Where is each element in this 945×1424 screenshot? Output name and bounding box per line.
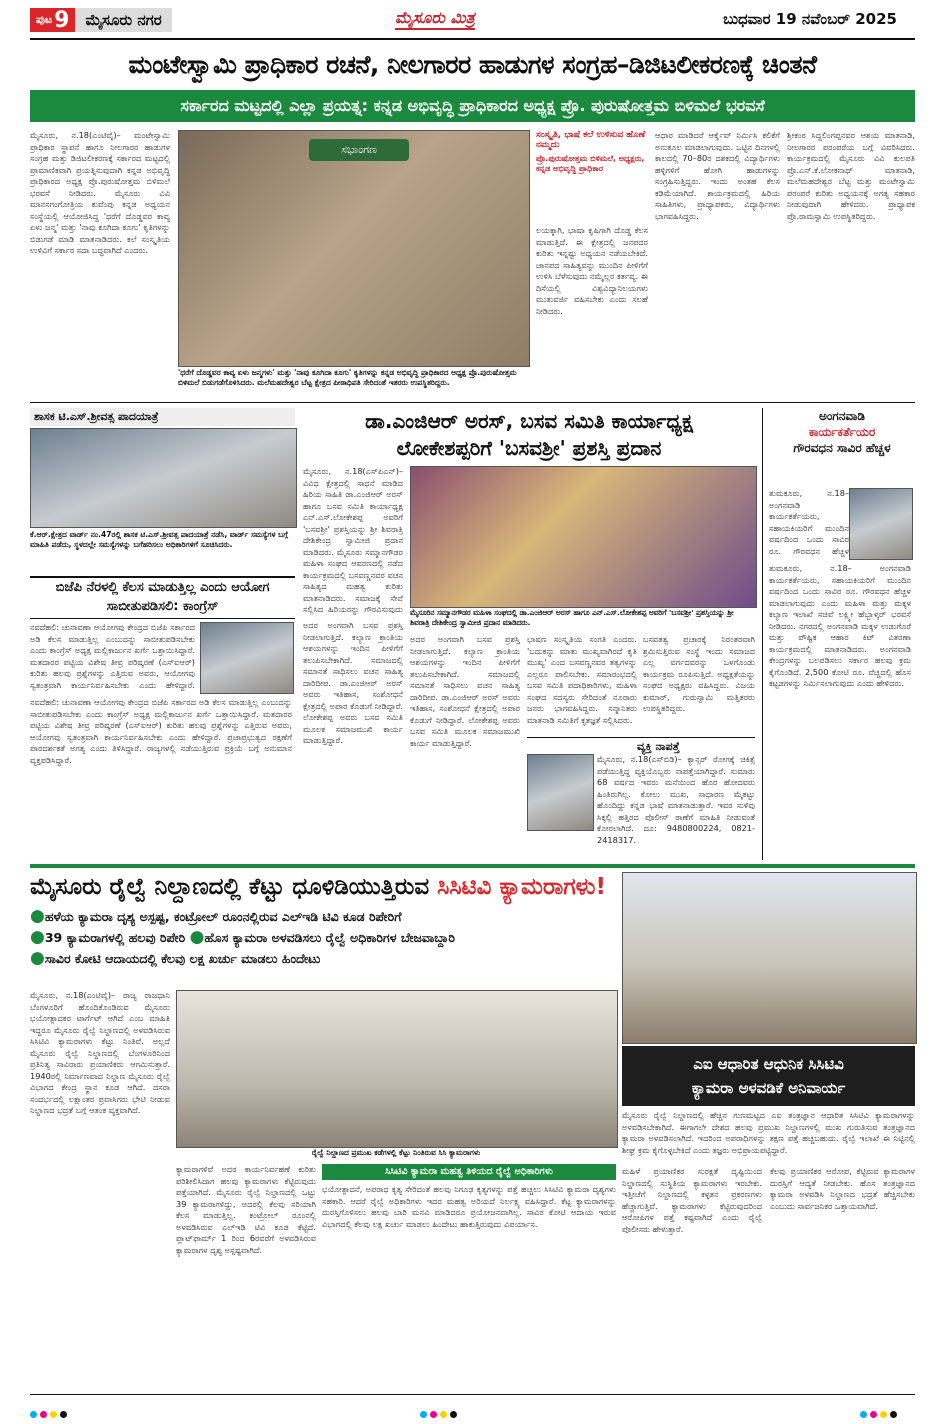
- lead-photo: [178, 130, 530, 367]
- lead-column-4: ಆಧಾರ ಮಾಡಿದರೆ ಆರ್ಕೈವ್ ನಿರ್ಮಿಸಿ ಕಲಿಕೆಗೆ ಅನುಕೂಲ ಮಾಡಲಾಗುವುದು. ಒಟ್ಟಿನ ದಿನಗಳಲ್ಲಿ ಕಾಲದಲ್ಲಿ 70–80ರ ದಶಕದಲ್ಲಿ ವಿದ್ಯಾರ್ಥಿಗಳು ಹಳ್ಳಿಗಳಿಗೆ ಹೋಗಿ ಹಾಡುಗಳನ್ನು ಸಂಗ್ರಹಿಸುತ್ತಿದ್ದರು. ಇಂದು ಅಂತಹ ಕೆಲಸ ಕಡಿಮೆಯಾಗಿದೆ. ಕಾರ್ಯಕ್ರಮದಲ್ಲಿ ಹಿರಿಯ ಸಾಹಿತಿಗಳು, ಪ್ರಾಧ್ಯಾಪಕರು, ವಿದ್ಯಾರ್ಥಿಗಳು ಭಾಗವಹಿಸಿದ್ದರು.: [655, 130, 780, 221]
- missing-box: [527, 737, 755, 861]
- ai-box-title-1: ಎಐ ಆಧಾರಿತ ಆಧುನಿಕ ಸಿಸಿಟಿವಿ: [693, 1055, 844, 1073]
- lead-quote: ಸಂಸ್ಕೃತಿ, ಭಾಷೆ ಕಲೆ ಉಳಿಸುವ ಹೊಣೆ ನಮ್ಮದು: [536, 130, 646, 150]
- railway-station-photo: [622, 872, 917, 1044]
- page-number: 9: [54, 7, 70, 33]
- kharge-photo: [200, 622, 294, 694]
- footer-rule: [30, 1394, 915, 1395]
- missing-person-photo: [527, 754, 594, 831]
- basava-headline: [303, 408, 755, 462]
- railway-bullet-4: ●ಸಾವಿರ ಕೋಟಿ ಆದಾಯದಲ್ಲಿ ಕೆಲವು ಲಕ್ಷ ಖರ್ಚು ಮಾಡಲು ಹಿಂದೇಟು: [30, 948, 321, 968]
- lead-subhead: ಸರ್ಕಾರದ ಮಟ್ಟದಲ್ಲಿ ಎಲ್ಲಾ ಪ್ರಯತ್ನ: ಕನ್ನಡ ಅಭಿವೃದ್ಧಿ ಪ್ರಾಧಿಕಾರದ ಅಧ್ಯಕ್ಷ ಪ್ರೊ. ಪುರುಷೋತ್ತಮ ಬಿಳಿಮಲೆ ಭರವಸೆ: [30, 90, 915, 122]
- basava-headline-line1: ಡಾ.ಎಂಜಿಆರ್ ಅರಸ್, ಬಸವ ಸಮಿತಿ ಕಾರ್ಯಾಧ್ಯಕ್ಷ: [365, 409, 693, 433]
- bjp-body: ನವದೆಹಲಿ: ಚುನಾವಣಾ ಆಯೋಗವು ಕೇಂದ್ರದ ಬಿಜೆಪಿ ಸರ್ಕಾರದ ಅಡಿ ಕೆಲಸ ಮಾಡುತ್ತಿಲ್ಲ ಎಂಬುದನ್ನು ಸಾಬೀತುಪಡಿಸಬೇಕು ಎಂದು ಕಾಂಗ್ರೆಸ್ ಅಧ್ಯಕ್ಷ ಮಲ್ಲಿಕಾರ್ಜುನ ಖರ್ಗೆ ಒತ್ತಾಯಿಸಿದ್ದಾರೆ. ಮತದಾರರ ಪಟ್ಟಿಯ ವಿಶೇಷ ತೀವ್ರ ಪರಿಷ್ಕರಣೆ (ಎಸ್‌ಐಆರ್) ಕುರಿತು ಹಲವು ಪ್ರಶ್ನೆಗಳನ್ನು ಎತ್ತಿರುವ ಅವರು, ಆಯೋಗವು ಸ್ವತಂತ್ರವಾಗಿ ಕಾರ್ಯನಿರ್ವಹಿಸಬೇಕು ಎಂದು ಹೇಳಿದ್ದಾರೆ. ಪ್ರಜಾಪ್ರಭುತ್ವದ ರಕ್ಷಣೆಗೆ ಪಾರದರ್ಶಕತೆ ಅಗತ್ಯ ಎಂದು ತಿಳಿಸಿದ್ದಾರೆ. ರಾಜ್ಯಗಳಲ್ಲಿ ನಡೆಯುತ್ತಿರುವ ಪ್ರಕ್ರಿಯೆ ಬಗ್ಗೆ ಅನುಮಾನ ವ್ಯಕ್ತಪಡಿಸಿದ್ದಾರೆ.: [30, 697, 292, 765]
- basava-column-1b: ಅದರ ಅಂಗವಾಗಿ ಬಸವ ಪ್ರಶಸ್ತಿ ನೀಡಲಾಗುತ್ತಿದೆ. ಕಲ್ಯಾಣ ಕ್ರಾಂತಿಯ ಆಶಯಗಳನ್ನು ಇಂದಿನ ಪೀಳಿಗೆಗೆ ತಲುಪಿಸಬೇಕಾಗಿದೆ. ಸಮಾಜದಲ್ಲಿ ಸಮಾನತೆ ಸಾಧಿಸಲು ವಚನ ಸಾಹಿತ್ಯ ದಾರಿದೀಪ. ಡಾ.ಎಂಜಿಆರ್ ಅರಸ್ ಅವರು ಇತಿಹಾಸ, ಸಂಶೋಧನೆ ಕ್ಷೇತ್ರದಲ್ಲಿ ಅಪಾರ ಕೊಡುಗೆ ನೀಡಿದ್ದಾರೆ. ಲೋಕೇಶಪ್ಪ ಅವರು ಬಸವ ಸಮಿತಿ ಮೂಲಕ ಸಮಾಜಮುಖಿ ಕಾರ್ಯ ಮಾಡುತ್ತಿದ್ದಾರೆ.: [303, 620, 403, 745]
- basava-column-3: ಭಾಷಣ ಸಂಸ್ಕೃತಿಯ ಸಂಗತಿ ಎಂದರು. 'ಬದುಕನ್ನು ಮಾತು ಮುಖ್ಯವಾಗಿರದೆ ಕೃತಿ ಮುಖ್ಯ' ಎಂದ ಬಸವಣ್ಣನವರ ತತ್ವಗಳನ್ನು ಎಲ್ಲರೂ ಪಾಲಿಸಬೇಕು. ಸಮಾರಂಭದಲ್ಲಿ ಬಸವ ಸಮಿತಿ ಪದಾಧಿಕಾರಿಗಳು, ಮಹಿಳಾ ಸಂಘದ ಸದಸ್ಯರು ಸೇರಿದಂತೆ ನೂರಾರು ಜನರು ಭಾಗವಹಿಸಿದ್ದರು. ಸನ್ಮಾನಿತರು ಮಾತನಾಡಿ ಸಮಿತಿಗೆ ಕೃತಜ್ಞತೆ ಸಲ್ಲಿಸಿದರು.: [527, 634, 637, 725]
- lead-headline: ಮಂಟೇಸ್ವಾಮಿ ಪ್ರಾಧಿಕಾರ ರಚನೆ, ನೀಲಗಾರರ ಹಾಡುಗಳ ಸಂಗ್ರಹ–ಡಿಜಿಟಲೀಕರಣಕ್ಕೆ ಚಿಂತನೆ: [128, 50, 817, 79]
- section-name: ಮೈಸೂರು ನಗರ: [75, 8, 171, 32]
- anganwadi-title-1: ಅಂಗನವಾಡಿ: [819, 409, 865, 423]
- lead-column-1: ಮೈಸೂರು, ನ.18(ಎಂಟಿವೈ)– ಮಂಟೇಸ್ವಾಮಿ ಪ್ರಾಧಿಕಾರ ಸ್ಥಾಪನೆ ಹಾಗೂ ನೀಲಗಾರರ ಹಾಡುಗಳ ಸಂಗ್ರಹ ಮತ್ತು ಡಿಜಿಟಲೀಕರಣಕ್ಕೆ ಸರ್ಕಾರದ ಮಟ್ಟದಲ್ಲಿ ಪ್ರಾಮಾಣಿಕವಾಗಿ ಪ್ರಯತ್ನಿಸುವುದಾಗಿ ಕನ್ನಡ ಅಭಿವೃದ್ಧಿ ಪ್ರಾಧಿಕಾರದ ಅಧ್ಯಕ್ಷ ಪ್ರೊ.ಪುರುಷೋತ್ತಮ ಬಿಳಿಮಲೆ ಭರವಸೆ ನೀಡಿದರು. ಮೈಸೂರು ವಿವಿ ಮಾನಸಗಂಗೋತ್ರಿಯ ಕುವೆಂಪು ಕನ್ನಡ ಅಧ್ಯಯನ ಸಂಸ್ಥೆಯಲ್ಲಿ ಆಯೋಜಿಸಿದ್ದ 'ಧರೆಗೆ ದೊಡ್ಡವರ ಕಾವ್ಯ ಏಳು ಜನ್ಮ' ಮತ್ತು 'ನಾವು ಕೂಗಿದಾ ಕೂಗು' ಕೃತಿಗಳನ್ನು ಬಿಡುಗಡೆ ಮಾಡಿ ಮಾತನಾಡಿದರು. ಕಲೆ ಸಂಸ್ಕೃತಿಯ ಉಳಿವಿಗೆ ಸರ್ಕಾರ ಸದಾ ಬದ್ಧವಾಗಿದೆ ಎಂದರು.: [30, 130, 170, 255]
- railway-bullet-1: ●ಹಳೆಯ ಕ್ಯಾಮರಾ ದೃಶ್ಯ ಅಸ್ಪಷ್ಟ, ಕಂಟ್ರೋಲ್ ರೂಂನಲ್ಲಿರುವ ಎಲ್‌ಇಡಿ ಟಿವಿ ಕೂಡ ರಿಪೇರಿಗೆ: [30, 906, 402, 926]
- lead-column-3: ಲಯಕ್ಕಾಗಿ, ಭಾಷಾ ಕೃಷಿಗಾಗಿ ದೊಡ್ಡ ಕೆಲಸ ಮಾಡುತ್ತಿದೆ. ಈ ಕ್ಷೇತ್ರದಲ್ಲಿ ಜನಪದರ ಕುರಿತು ಇನ್ನಷ್ಟು ಅಧ್ಯಯನ ನಡೆಯಬೇಕಿದೆ. ಜಾನಪದ ಸಾಹಿತ್ಯವನ್ನು ಮುಂದಿನ ಪೀಳಿಗೆಗೆ ಉಳಿಸಿ ಬೆಳೆಸುವುದು ನಮ್ಮೆಲ್ಲರ ಕರ್ತವ್ಯ. ಈ ದಿಸೆಯಲ್ಲಿ ವಿಶ್ವವಿದ್ಯಾನಿಲಯಗಳು ಮುತುವರ್ಜಿ ವಹಿಸಬೇಕು ಎಂದು ಸಲಹೆ ನೀಡಿದರು.: [536, 225, 648, 316]
- anganwadi-title-3: ಗೌರವಧನ ಸಾವಿರ ಹೆಚ್ಚಳ: [793, 441, 891, 455]
- minister-photo: [849, 488, 913, 560]
- basava-headline-line2: ಲೋಕೇಶಪ್ಪರಿಗೆ 'ಬಸವಶ್ರೀ' ಪ್ರಶಸ್ತಿ ಪ್ರದಾನ: [396, 436, 662, 460]
- padayatre-title: ಶಾಸಕ ಟಿ.ಎಸ್.ಶ್ರೀವತ್ಸ ಪಾದಯಾತ್ರೆ: [30, 408, 295, 426]
- anganwadi-body-top: ತುಮಕೂರು, ನ.18– ಅಂಗನವಾಡಿ ಕಾರ್ಯಕರ್ತೆಯರು, ಸಹಾಯಕಿಯರಿಗೆ ಮುಂದಿನ ವರ್ಷದಿಂದ ಒಂದು ಸಾವಿರ ರೂ. ಗೌರವಧನ ಹೆಚ್ಚಳ: [769, 488, 849, 556]
- railway-headline-black: ಮೈಸೂರು ರೈಲ್ವೆ ನಿಲ್ದಾಣದಲ್ಲಿ ಕೆಟ್ಟು ಧೂಳಿಡಿಯುತ್ತಿರುವ: [30, 874, 430, 900]
- railway-column-5: ಕೆಲವು ಪ್ರಯಾಣಿಕರ ಆರೋಪ, ಕೆಟ್ಟಿರುವ ಕ್ಯಾಮರಾಗಳ ದುರಸ್ತಿಗೆ ಆದ್ಯತೆ ನೀಡಬೇಕು. ಹೊಸ ತಂತ್ರಜ್ಞಾನದ ಕ್ಯಾಮರಾ ಅಳವಡಿಸಿ ನಿಲ್ದಾಣದ ಭದ್ರತೆ ಹೆಚ್ಚಿಸಬೇಕು ಎಂಬುದು ಸಾರ್ವಜನಿಕರ ಒತ್ತಾಯವಾಗಿದೆ.: [770, 1166, 915, 1211]
- print-registration-marks-center: [420, 1403, 460, 1422]
- railway-column-3: ಭಯೋತ್ಪಾದನೆ, ಅಪರಾಧ ಕೃತ್ಯ ಸೇರಿದಂತೆ ಹಲವು ನಿಗೂಢ ಕೃತ್ಯಗಳನ್ನು ಪತ್ತೆ ಹಚ್ಚಲು ಸಿಸಿಟಿವಿ ಕ್ಯಾಮರಾ ದೃಶ್ಯಗಳು ಸಹಕಾರಿ. ಆದರೆ ರೈಲ್ವೆ ಅಧಿಕಾರಿಗಳು ಇದರ ಮಹತ್ವ ಅರಿಯದೆ ನಿರ್ಲಕ್ಷ್ಯ ವಹಿಸಿದ್ದಾರೆ. ಕೆಟ್ಟ ಕ್ಯಾಮರಾಗಳನ್ನು ದುರಸ್ತಿಗೊಳಿಸಲು ಹಲವು ಬಾರಿ ಮನವಿ ಮಾಡಿದರೂ ಪ್ರಯೋಜನವಾಗಿಲ್ಲ. ಸಾವಿರ ಕೋಟಿ ಆದಾಯ ಇರುವ ವಿಭಾಗದಲ್ಲಿ ಕೆಲವು ಲಕ್ಷ ಖರ್ಚು ಮಾಡಲು ಹಿಂದೇಟು ಹಾಕುತ್ತಿರುವುದು ವಿಪರ್ಯಾಸ.: [322, 1184, 616, 1229]
- lead-quote-name: ಪ್ರೊ.ಪುರುಷೋತ್ತಮ ಬಿಳಿಮಲೆ, ಅಧ್ಯಕ್ಷರು, ಕನ್ನಡ ಅಭಿವೃದ್ಧಿ ಪ್ರಾಧಿಕಾರ: [536, 154, 645, 173]
- page-prefix: ಪುಟ: [36, 13, 53, 26]
- page-number-block: [30, 8, 172, 32]
- ai-box-title: [622, 1046, 915, 1106]
- print-registration-marks: [30, 1403, 70, 1422]
- issue-date: ಬುಧವಾರ 19 ನವೆಂಬರ್ 2025: [723, 10, 897, 28]
- anganwadi-body: ತುಮಕೂರು, ನ.18– ಅಂಗನವಾಡಿ ಕಾರ್ಯಕರ್ತೆಯರು, ಸಹಾಯಕಿಯರಿಗೆ ಮುಂದಿನ ವರ್ಷದಿಂದ ಒಂದು ಸಾವಿರ ರೂ. ಗೌರವಧನ ಹೆಚ್ಚಳ ಮಾಡಲಾಗುವುದು ಎಂದು ಮಹಿಳಾ ಮತ್ತು ಮಕ್ಕಳ ಕಲ್ಯಾಣ ಇಲಾಖೆ ಸಚಿವೆ ಲಕ್ಷ್ಮೀ ಹೆಬ್ಬಾಳ್ಕರ್ ಭರವಸೆ ನೀಡಿದರು. ನಗರದಲ್ಲಿ ಅಂಗನವಾಡಿ ಮಕ್ಕಳ ಉಡುಗೊರೆ ಮತ್ತು ಪೌಷ್ಟಿಕ ಆಹಾರ ಕಿಟ್ ವಿತರಣಾ ಕಾರ್ಯಕ್ರಮದಲ್ಲಿ ಮಾತನಾಡಿದರು. ಅಂಗನವಾಡಿ ಕೇಂದ್ರಗಳನ್ನು ಬಲಪಡಿಸಲು ಸರ್ಕಾರ ಹಲವು ಕ್ರಮ ಕೈಗೊಂಡಿದೆ. 2,500 ಕೋಟಿ ರೂ. ವೆಚ್ಚದಲ್ಲಿ ಹೊಸ ಕಟ್ಟಡಗಳನ್ನು ನಿರ್ಮಿಸಲಾಗುವುದು ಎಂದು ಹೇಳಿದರು.: [769, 563, 911, 688]
- railway-photo-caption: ರೈಲ್ವೆ ನಿಲ್ದಾಣದ ಪ್ರಮುಖ ಕಡೆಗಳಲ್ಲಿ ಕೆಟ್ಟು ನಿಂತಿರುವ ಸಿಸಿ ಕ್ಯಾಮರಾಗಳು: [311, 1148, 481, 1157]
- basava-column-2: ಅದರ ಅಂಗವಾಗಿ ಬಸವ ಪ್ರಶಸ್ತಿ ನೀಡಲಾಗುತ್ತಿದೆ. ಕಲ್ಯಾಣ ಕ್ರಾಂತಿಯ ಆಶಯಗಳನ್ನು ಇಂದಿನ ಪೀಳಿಗೆಗೆ ತಲುಪಿಸಬೇಕಾಗಿದೆ. ಸಮಾಜದಲ್ಲಿ ಸಮಾನತೆ ಸಾಧಿಸಲು ವಚನ ಸಾಹಿತ್ಯ ದಾರಿದೀಪ. ಡಾ.ಎಂಜಿಆರ್ ಅರಸ್ ಅವರು ಇತಿಹಾಸ, ಸಂಶೋಧನೆ ಕ್ಷೇತ್ರದಲ್ಲಿ ಅಪಾರ ಕೊಡುಗೆ ನೀಡಿದ್ದಾರೆ. ಲೋಕೇಶಪ್ಪ ಅವರು ಬಸವ ಸಮಿತಿ ಮೂಲಕ ಸಮಾಜಮುಖಿ ಕಾರ್ಯ ಮಾಡುತ್ತಿದ್ದಾರೆ.: [410, 634, 520, 748]
- lead-quote-block: [536, 130, 648, 220]
- padayatre-photo: [30, 428, 297, 528]
- basava-photo-caption: ಮೈಸೂರಿನ ಸಮ್ಮಾನಗೌಡರ ಮಹಿಳಾ ಸಂಘದಲ್ಲಿ ಡಾ.ಎಂಜಿಆರ್ ಅರಸ್ ಹಾಗೂ ಎನ್.ಎಸ್.ಲೋಕೇಶಪ್ಪ ಅವರಿಗೆ 'ಬಸವಶ್ರೀ' ಪ್ರಶಸ್ತಿಯನ್ನು ಶ್ರೀ ಶಿವರಾತ್ರಿ ದೇಶಿಕೇಂದ್ರ ಸ್ವಾಮೀಜಿ ಪ್ರದಾನ ಮಾಡಿದರು.: [410, 608, 734, 627]
- stage-banner: ಸಭಾಂಗಣ: [309, 139, 409, 161]
- bjp-headline: ಬಿಜೆಪಿ ನೆರಳಲ್ಲಿ ಕೆಲಸ ಮಾಡುತ್ತಿಲ್ಲ ಎಂದು ಆಯೋಗ ಸಾಬೀತುಪಡಿಸಲಿ: ಕಾಂಗ್ರೆಸ್: [30, 576, 295, 619]
- railway-subtitle: ಸಿಸಿಟಿವಿ ಕ್ಯಾಮರಾ ಮಹತ್ವ ತಿಳಿಯದ ರೈಲ್ವೆ ಅಧಿಕಾರಿಗಳು: [322, 1164, 616, 1180]
- masthead-rule: [30, 38, 915, 40]
- section-rule-1: [30, 402, 915, 403]
- lead-column-5: ಶ್ರೀಕಂಠ ಸಿದ್ದಲಿಂಗಪ್ಪನವರ ಆಶಯ ಮಾತನಾಡಿ, ನೀಲಗಾರರ ಪರಂಪರೆಯ ಬಗ್ಗೆ ವಿವರಿಸಿದರು. ಕಾರ್ಯಕ್ರಮದಲ್ಲಿ ಮೈಸೂರು ವಿವಿ ಕುಲಪತಿ ಪ್ರೊ.ಎನ್.ಕೆ.ಲೋಕನಾಥ್ ಮಾತನಾಡಿ, ಮಲೆಮಹದೇಶ್ವರ ಬೆಟ್ಟ ಮತ್ತು ಮಂಟೇಸ್ವಾಮಿ ಪರಂಪರೆ ಕುರಿತು ಅಧ್ಯಯನಕ್ಕೆ ಅಗತ್ಯ ಸಹಕಾರ ನೀಡುವುದಾಗಿ ಹೇಳಿದರು. ಪ್ರಾಧ್ಯಾಪಕ ಪ್ರೊ.ರಾಮಸ್ವಾಮಿ ಉಪಸ್ಥಿತರಿದ್ದರು.: [787, 130, 915, 221]
- missing-title: ವ್ಯಕ್ತಿ ನಾಪತ್ತೆ: [637, 740, 680, 753]
- railway-column-2: ಕ್ಯಾಮರಾಗಳಿವೆ ಅದರ ಕಾರ್ಯನಿರ್ವಹಣೆ ಕುರಿತು ಪರಿಶೀಲಿಸಿದಾಗ ಹಲವು ಕ್ಯಾಮರಾಗಳು ಕೆಟ್ಟಿರುವುದು ಪತ್ತೆಯಾಗಿದೆ. ಮೈಸೂರು ರೈಲ್ವೆ ನಿಲ್ದಾಣದಲ್ಲಿ ಒಟ್ಟು 39 ಕ್ಯಾಮರಾಗಳಿದ್ದು, ಅದರಲ್ಲಿ ಕೆಲವು ಸರಿಯಾಗಿ ಕೆಲಸ ಮಾಡುತ್ತಿಲ್ಲ. ಕಂಟ್ರೋಲ್ ರೂಂನಲ್ಲಿ ಅಳವಡಿಸಿರುವ ಎಲ್‌ಇಡಿ ಟಿವಿ ಕೂಡ ಕೆಟ್ಟಿದೆ. ಪ್ಲಾಟ್‌ಫಾರ್ಮ್ 1 ರಿಂದ 6ರವರೆಗೆ ಅಳವಡಿಸಿರುವ ಕ್ಯಾಮರಾಗಳ ದೃಶ್ಯ ಅಸ್ಪಷ್ಟವಾಗಿದೆ.: [176, 1164, 316, 1255]
- railway-column-4: ಮಹಿಳೆ ಪ್ರಯಾಣಿಕರ ಸುರಕ್ಷತೆ ದೃಷ್ಟಿಯಿಂದ ನಿಲ್ದಾಣದಲ್ಲಿ ಸುಸ್ಥಿತಿಯ ಕ್ಯಾಮರಾಗಳು ಇರಬೇಕು. ಇತ್ತೀಚೆಗೆ ನಿಲ್ದಾಣದಲ್ಲಿ ಕಳ್ಳತನ ಪ್ರಕರಣಗಳು ಹೆಚ್ಚಾಗುತ್ತಿವೆ. ಕ್ಯಾಮರಾಗಳು ಕೆಟ್ಟಿರುವುದರಿಂದ ಆರೋಪಿಗಳ ಪತ್ತೆ ಕಷ್ಟವಾಗಿದೆ ಎಂದು ರೈಲ್ವೆ ಪೊಲೀಸರು ಹೇಳುತ್ತಾರೆ.: [622, 1166, 762, 1234]
- ai-box-body: ಮೈಸೂರು ರೈಲ್ವೆ ನಿಲ್ದಾಣದಲ್ಲಿ ಹೆಚ್ಚಿನ ಗುಣಮಟ್ಟದ ಎಐ ತಂತ್ರಜ್ಞಾನ ಆಧಾರಿತ ಸಿಸಿಟಿವಿ ಕ್ಯಾಮರಾಗಳನ್ನು ಅಳವಡಿಸಬೇಕಾಗಿದೆ. ಈಗಾಗಲೇ ದೇಶದ ಹಲವು ಪ್ರಮುಖ ನಿಲ್ದಾಣಗಳಲ್ಲಿ ಮುಖ ಗುರುತಿಸುವ ತಂತ್ರಜ್ಞಾನದ ಕ್ಯಾಮರಾ ಅಳವಡಿಸಲಾಗಿದೆ. ಇದರಿಂದ ಅಪರಾಧಿಗಳನ್ನು ತಕ್ಷಣ ಪತ್ತೆ ಹಚ್ಚಬಹುದು. ರೈಲ್ವೆ ಇಲಾಖೆ ಈ ನಿಟ್ಟಿನಲ್ಲಿ ಶೀಘ್ರ ಕ್ರಮ ಕೈಗೊಳ್ಳಬೇಕಿದೆ ಎಂದು ತಜ್ಞರು ಅಭಿಪ್ರಾಯಪಟ್ಟಿದ್ದಾರೆ.: [622, 1110, 915, 1155]
- railway-bullet-2-3: ●39 ಕ್ಯಾಮರಾಗಳಲ್ಲಿ ಹಲವು ರಿಪೇರಿ ●ಹೊಸ ಕ್ಯಾಮರಾ ಅಳವಡಿಸಲು ರೈಲ್ವೆ ಅಧಿಕಾರಿಗಳ ಬೇಜವಾಬ್ದಾರಿ: [30, 927, 455, 947]
- railway-bullets: [30, 906, 615, 969]
- railway-cctv-photo: [176, 990, 618, 1148]
- section-rule-2: [30, 864, 915, 868]
- ai-box-title-2: ಕ್ಯಾಮರಾ ಅಳವಡಿಕೆ ಅನಿವಾರ್ಯ: [691, 1079, 846, 1097]
- basava-column-1: ಮೈಸೂರು, ನ.18(ಎಸ್‌ಪಿಎನ್)– ವಿವಿಧ ಕ್ಷೇತ್ರದಲ್ಲಿ ಸಾಧನೆ ಮಾಡಿದ ಹಿರಿಯ ಸಾಹಿತಿ ಡಾ.ಎಂಜಿಆರ್ ಅರಸ್ ಹಾಗೂ ಬಸವ ಸಮಿತಿ ಕಾರ್ಯಾಧ್ಯಕ್ಷ ಎನ್.ಎಸ್.ಲೋಕೇಶಪ್ಪ ಅವರಿಗೆ 'ಬಸವಶ್ರೀ' ಪ್ರಶಸ್ತಿಯನ್ನು ಶ್ರೀ ಶಿವರಾತ್ರಿ ದೇಶಿಕೇಂದ್ರ ಸ್ವಾಮೀಜಿ ಪ್ರದಾನ ಮಾಡಿದರು. ಮೈಸೂರು ಸಮ್ಮಾನಗೌಡರ ಮಹಿಳಾ ಸಂಘದ ಆವರಣದಲ್ಲಿ ನಡೆದ ಕಾರ್ಯಕ್ರಮದಲ್ಲಿ ಬಸವಣ್ಣನವರ ವಚನ ಸಾಹಿತ್ಯದ ಮಹತ್ವ ಕುರಿತು ಮಾತನಾಡಿದರು. ಸಮಾಜಕ್ಕೆ ಸೇವೆ ಸಲ್ಲಿಸಿದ ಹಿರಿಯರನ್ನು ಗೌರವಿಸುವುದು: [303, 466, 403, 614]
- missing-body: ಮೈಸೂರು, ನ.18(ಎಸ್‌ಬಿಡಿ)– ಕ್ಯಾನ್ಸರ್ ರೋಗಕ್ಕೆ ಚಿಕಿತ್ಸೆ ಪಡೆಯುತ್ತಿದ್ದ ವ್ಯಕ್ತಿಯೊಬ್ಬರು ನಾಪತ್ತೆಯಾಗಿದ್ದಾರೆ. ಸುಮಾರು 68 ವರ್ಷದ ಇವರು ಮನೆಯಿಂದ ಹೊರ ಹೋದವರು ಹಿಂತಿರುಗಿಲ್ಲ. ಕೋಲು ಮುಖ, ಸಾಧಾರಣ ಮೈಕಟ್ಟು ಹೊಂದಿದ್ದು ಕನ್ನಡ ಭಾಷೆ ಮಾತನಾಡುತ್ತಾರೆ. ಇವರ ಸುಳಿವು ಸಿಕ್ಕಲ್ಲಿ ಹತ್ತಿರದ ಪೊಲೀಸ್ ಠಾಣೆಗೆ ಮಾಹಿತಿ ನೀಡುವಂತೆ ಕೋರಲಾಗಿದೆ. ದೂ: 9480800224, 0821-2418317.: [597, 754, 755, 845]
- bjp-body-top: ನವದೆಹಲಿ: ಚುನಾವಣಾ ಆಯೋಗವು ಕೇಂದ್ರದ ಬಿಜೆಪಿ ಸರ್ಕಾರದ ಅಡಿ ಕೆಲಸ ಮಾಡುತ್ತಿಲ್ಲ ಎಂಬುದನ್ನು ಸಾಬೀತುಪಡಿಸಬೇಕು ಎಂದು ಕಾಂಗ್ರೆಸ್ ಅಧ್ಯಕ್ಷ ಮಲ್ಲಿಕಾರ್ಜುನ ಖರ್ಗೆ ಒತ್ತಾಯಿಸಿದ್ದಾರೆ. ಮತದಾರರ ಪಟ್ಟಿಯ ವಿಶೇಷ ತೀವ್ರ ಪರಿಷ್ಕರಣೆ (ಎಸ್‌ಐಆರ್) ಕುರಿತು ಹಲವು ಪ್ರಶ್ನೆಗಳನ್ನು ಎತ್ತಿರುವ ಅವರು, ಆಯೋಗವು ಸ್ವತಂತ್ರವಾಗಿ ಕಾರ್ಯನಿರ್ವಹಿಸಬೇಕು ಎಂದು ಹೇಳಿದ್ದಾರೆ.: [30, 622, 195, 690]
- anganwadi-title-2: ಕಾರ್ಯಕರ್ತೆಯರ: [808, 425, 876, 439]
- lead-photo-caption: 'ಧರೆಗೆ ದೊಡ್ಡವರ ಕಾವ್ಯ ಏಳು ಜನ್ಮಗಳು' ಮತ್ತು 'ನಾವು ಕೂಗಿದಾ ಕೂಗು' ಕೃತಿಗಳನ್ನು ಕನ್ನಡ ಅಭಿವೃದ್ಧಿ ಪ್ರಾಧಿಕಾರದ ಅಧ್ಯಕ್ಷ ಪ್ರೊ.ಪುರುಷೋತ್ತಮ ಬಿಳಿಮಲೆ ಬಿಡುಗಡೆಗೊಳಿಸಿದರು. ಮಲೆಮಹದೇಶ್ವರ ಬೆಟ್ಟ ಕ್ಷೇತ್ರದ ಪೀಠಾಧಿಪತಿ ಸೇರಿದಂತೆ ಇತರರು ಉಪಸ್ಥಿತರಿದ್ದರು.: [178, 368, 517, 387]
- anganwadi-box: [762, 408, 915, 860]
- railway-column-1: ಮೈಸೂರು, ನ.18(ಎಂಟಿವೈ)– ರಾಜ್ಯ ರಾಜಧಾನಿ ಬೆಂಗಳೂರಿಗೆ ಹೊಂದಿಕೊಂಡಿರುವ ಮೈಸೂರು ಭಯೋತ್ಪಾದಕರ ಟಾರ್ಗೆಟ್ ಆಗಿದೆ ಎಂಬ ಮಾಹಿತಿ ಇದ್ದರೂ ಮೈಸೂರು ರೈಲ್ವೆ ನಿಲ್ದಾಣದಲ್ಲಿ ಅಳವಡಿಸಿರುವ ಸಿಸಿಟಿವಿ ಕ್ಯಾಮರಾಗಳು ಕೆಟ್ಟು ನಿಂತಿವೆ. ಅಲ್ಲದೆ ಮೈಸೂರು ರೈಲ್ವೆ ನಿಲ್ದಾಣದಲ್ಲಿ ಬೆಂಗಳೂರಿನಿಂದ ಪ್ರತಿನಿತ್ಯ ಸಾವಿರಾರು ಪ್ರಯಾಣಿಕರು ಆಗಮಿಸುತ್ತಾರೆ. 1940ರಲ್ಲಿ ನಿರ್ಮಾಣವಾದ ನಿಲ್ದಾಣ ಮೈಸೂರು ರೈಲ್ವೆ ವಿಭಾಗದ ಕೇಂದ್ರ ಸ್ಥಾನ ಕೂಡ ಆಗಿದೆ. ದಸರಾ ಸಂದರ್ಭದಲ್ಲಿ ಲಕ್ಷಾಂತರ ಪ್ರವಾಸಿಗರು ಭೇಟಿ ನೀಡುವ ನಿಲ್ದಾಣದ ಭದ್ರತೆ ಬಗ್ಗೆ ಆತಂಕ ವ್ಯಕ್ತವಾಗಿದೆ.: [30, 990, 170, 1115]
- print-registration-marks-right: [860, 1403, 900, 1422]
- railway-headline-red: ಸಿಸಿಟಿವಿ ಕ್ಯಾಮರಾಗಳು!: [437, 874, 606, 900]
- paper-logo: ಮೈಸೂರು ಮಿತ್ರ: [395, 8, 475, 30]
- padayatre-caption: ಕೆ.ಆರ್.ಕ್ಷೇತ್ರದ ವಾರ್ಡ್ ನಂ.47ರಲ್ಲಿ ಶಾಸಕ ಟಿ.ಎಸ್.ಶ್ರೀವತ್ಸ ಪಾದಯಾತ್ರೆ ನಡೆಸಿ, ವಾರ್ಡ್ ಸಮಸ್ಯೆಗಳ ಬಗ್ಗೆ ಮಾಹಿತಿ ಪಡೆದು, ಸ್ಥಳದಲ್ಲೇ ಸಮಸ್ಯೆಗಳನ್ನು ಬಗೆಹರಿಸಲು ಅಧಿಕಾರಿಗಳಿಗೆ ಸೂಚಿಸಿದರು.: [30, 530, 288, 549]
- page-badge: [30, 8, 75, 32]
- basava-column-4: ಬಸವತತ್ವ ಪ್ರಚಾರಕ್ಕೆ ನಿರಂತರವಾಗಿ ಶ್ರಮಿಸುತ್ತಿರುವ ಸಂಸ್ಥೆ ಇಂದು ಸಮಾಜದ ಎಲ್ಲ ವರ್ಗದವರನ್ನು ಒಳಗೊಂಡು ಕಾರ್ಯಕ್ರಮ ರೂಪಿಸುತ್ತಿದೆ. ಅಧ್ಯಕ್ಷತೆಯನ್ನು ಸಂಘದ ಅಧ್ಯಕ್ಷರು ವಹಿಸಿದ್ದರು. ವಿಜಯ ಕುಮಾರ್, ಗುರುಸ್ವಾಮಿ ಮತ್ತಿತರರು ಉಪಸ್ಥಿತರಿದ್ದರು.: [643, 634, 755, 713]
- anganwadi-title: [769, 408, 915, 456]
- basava-photo: [410, 466, 757, 608]
